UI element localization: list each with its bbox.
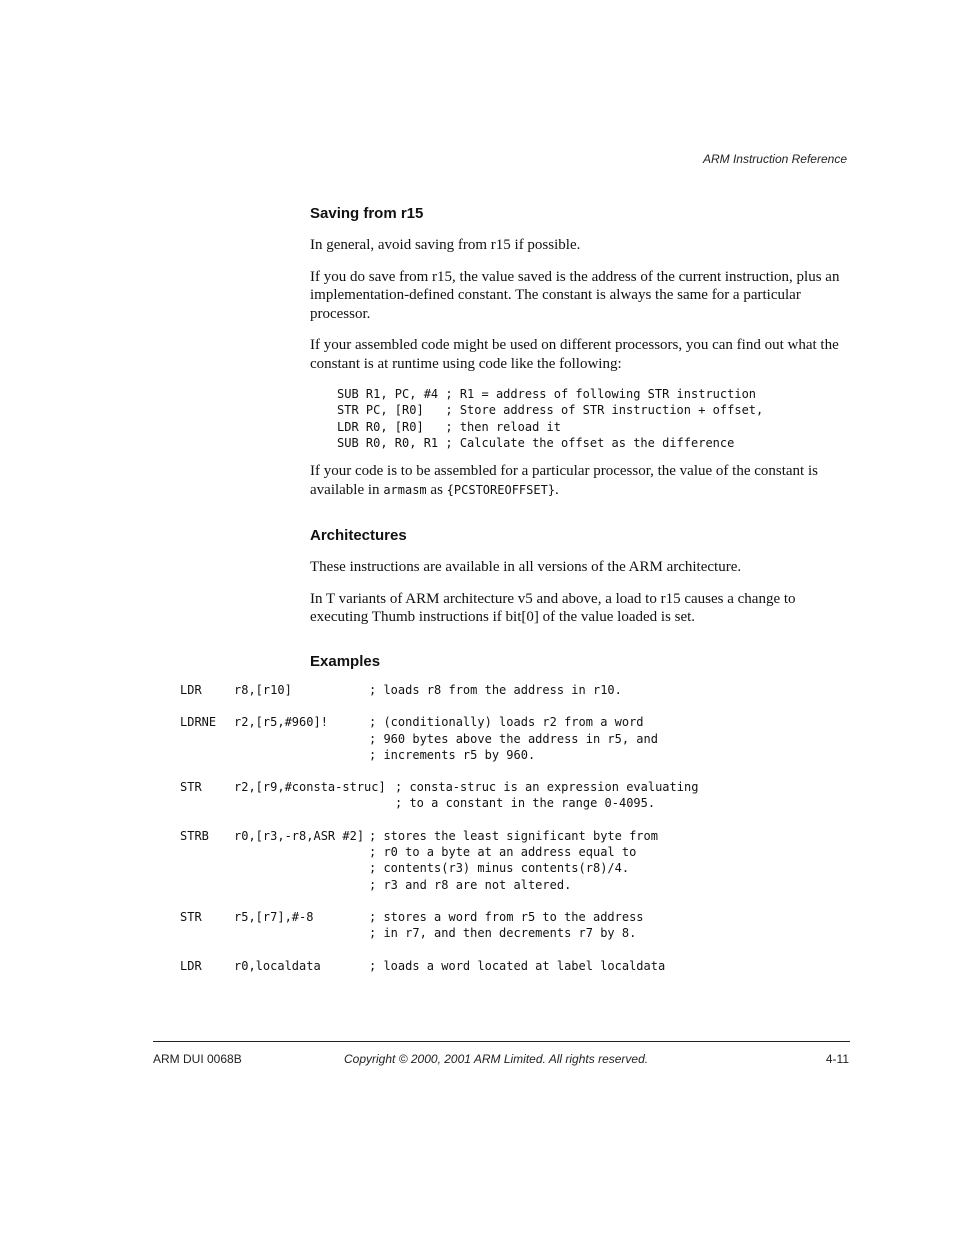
example-block xyxy=(180,682,820,698)
example-opcode: LDR xyxy=(180,958,202,973)
example-comment: ; r3 and r8 are not altered. xyxy=(369,877,572,892)
example-line xyxy=(180,909,820,925)
paragraph: In general, avoid saving from r15 if possible. xyxy=(310,237,581,253)
main-content xyxy=(310,205,850,684)
footer-divider xyxy=(153,1041,850,1042)
example-block xyxy=(180,779,820,812)
text-run: as xyxy=(426,481,447,498)
paragraph: In T variants of ARM architecture v5 and above, a load to r15 causes a change to executing Thumb instructions if bit[0] of the value loaded is set. xyxy=(310,590,796,626)
example-line xyxy=(180,925,820,941)
paragraph: If you do save from r15, the value saved is the address of the current instruction, plus an implementation-defined constant. The constant is always the same for a particular processor. xyxy=(310,268,840,322)
example-block xyxy=(180,828,820,893)
text-run: . xyxy=(555,481,559,498)
example-line xyxy=(180,795,820,811)
example-comment: ; stores the least significant byte from xyxy=(369,828,658,843)
footer-doc-id: ARM DUI 0068B xyxy=(153,1052,242,1066)
example-comment: ; stores a word from r5 to the address xyxy=(369,909,644,924)
footer-page-number: 4-11 xyxy=(825,1052,849,1066)
paragraph xyxy=(310,462,850,499)
example-line xyxy=(180,682,820,698)
inline-code: armasm xyxy=(383,482,427,497)
code-line: STR PC, [R0] ; Store address of STR instruction + offset, xyxy=(337,403,764,418)
section-architectures xyxy=(310,527,850,627)
example-opcode: STR xyxy=(180,909,202,924)
example-line xyxy=(180,731,820,747)
example-comment: ; 960 bytes above the address in r5, and xyxy=(369,731,658,746)
example-operands: r2,[r9,#consta-struc] xyxy=(234,780,386,795)
example-line xyxy=(180,844,820,860)
paragraph: These instructions are available in all versions of the ARM architecture. xyxy=(310,559,742,576)
paragraph: If your assembled code might be used on different processors, you can find out what the constant is at runtime using code like the following: xyxy=(310,337,839,372)
example-comment: ; in r7, and then decrements r7 by 8. xyxy=(369,926,637,941)
section-examples xyxy=(310,653,850,670)
example-comment: ; loads r8 from the address in r10. xyxy=(369,683,622,697)
examples-listing xyxy=(180,682,820,990)
example-block xyxy=(180,714,820,763)
code-listing xyxy=(337,386,850,451)
inline-code: {PCSTOREOFFSET} xyxy=(446,482,556,497)
example-operands: r5,[r7],#-8 xyxy=(234,909,314,924)
code-line: LDR R0, [R0] ; then reload it xyxy=(337,419,561,434)
example-comment: ; loads a word located at label localdata xyxy=(369,958,666,973)
example-comment: ; (conditionally) loads r2 from a word xyxy=(369,715,644,730)
section-heading: Saving from r15 xyxy=(310,205,424,222)
example-operands: r2,[r5,#960]! xyxy=(234,715,328,730)
text-run: If your code is to be assembled for a particular processor, the value of the constant is available in xyxy=(310,463,818,498)
code-line: SUB R0, R0, R1 ; Calculate the offset as the difference xyxy=(337,435,735,450)
example-opcode: LDRNE xyxy=(180,715,217,730)
example-line xyxy=(180,860,820,876)
example-block xyxy=(180,958,820,974)
code-line: SUB R1, PC, #4 ; R1 = address of following STR instruction xyxy=(337,387,757,401)
example-line xyxy=(180,877,820,893)
example-comment: ; r0 to a byte at an address equal to xyxy=(369,845,637,860)
example-line xyxy=(180,958,820,974)
example-operands: r8,[r10] xyxy=(234,683,292,697)
example-comment: ; increments r5 by 960. xyxy=(369,747,536,762)
example-line xyxy=(180,779,820,795)
example-opcode: STR xyxy=(180,780,202,795)
example-line xyxy=(180,747,820,763)
example-block xyxy=(180,909,820,942)
example-operands: r0,[r3,-r8,ASR #2] xyxy=(234,828,365,843)
example-operands: r0,localdata xyxy=(234,958,321,973)
example-comment: ; to a constant in the range 0-4095. xyxy=(395,796,656,811)
example-opcode: LDR xyxy=(180,683,202,697)
section-heading: Examples xyxy=(310,652,381,670)
footer-copyright: Copyright © 2000, 2001 ARM Limited. All rights reserved. xyxy=(344,1052,649,1066)
example-opcode: STRB xyxy=(180,828,209,843)
example-line xyxy=(180,714,820,730)
example-comment: ; contents(r3) minus contents(r8)/4. xyxy=(369,861,630,876)
section-heading: Architectures xyxy=(310,527,407,545)
example-line xyxy=(180,828,820,844)
running-header: ARM Instruction Reference xyxy=(702,152,847,166)
section-saving-from-r15 xyxy=(310,205,850,499)
example-comment: ; consta-struc is an expression evaluating xyxy=(395,780,699,795)
